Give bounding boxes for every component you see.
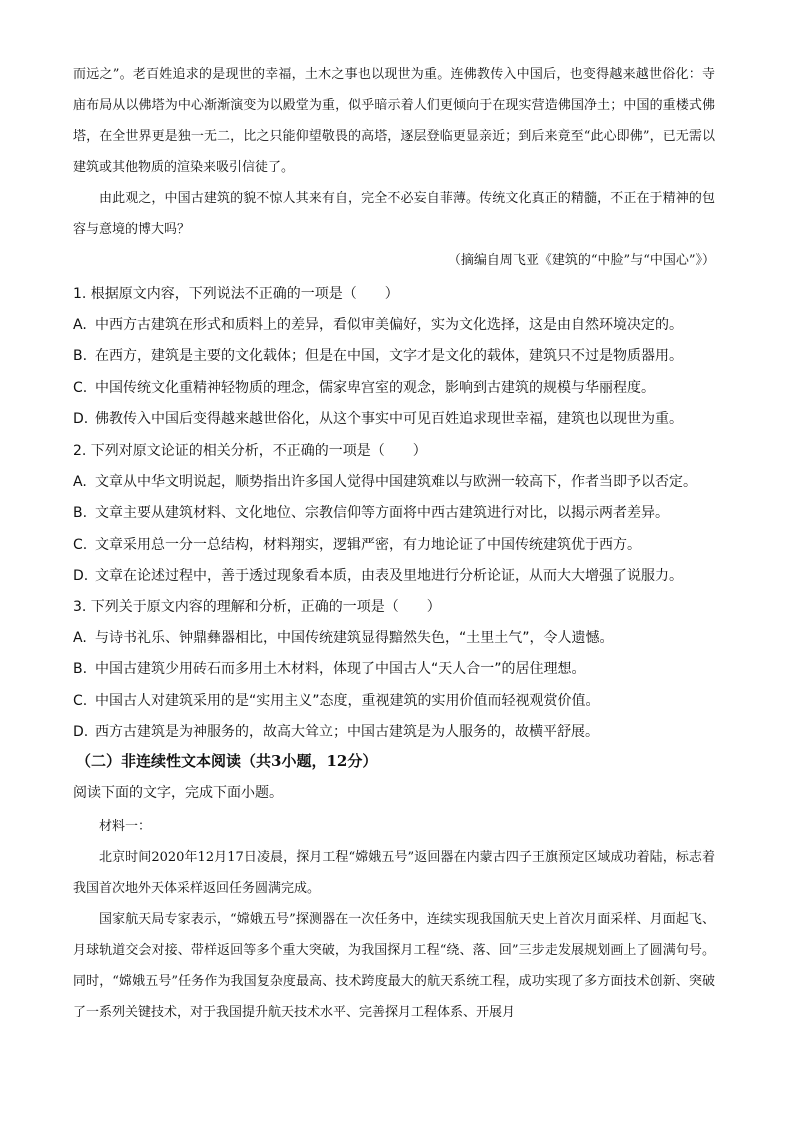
passage-1-paragraph: 由此观之，中国古建筑的貌不惊人其来有自，完全不必妄自菲薄。传统文化真正的精髓，不正在于精神的包容与意境的博大吗？ (73, 191, 715, 237)
section-heading: （二）非连续性文本阅读（共3小题，12分） (76, 752, 378, 770)
option-text: 中西方古建筑在形式和质料上的差异，看似审美偏好，实为文化选择，这是由自然环境决定的。 (95, 317, 683, 334)
question-1 (73, 279, 723, 435)
option-d[interactable] (73, 404, 723, 435)
option-letter: A. (73, 317, 87, 334)
option-text: 中国传统文化重精神轻物质的理念，儒家卑宫室的观念，影响到古建筑的规模与华丽程度。 (95, 379, 655, 396)
option-letter: B. (73, 348, 88, 365)
passage-2-paragraph: 北京时间2020年12月17日凌晨，探月工程“嫦娥五号”返回器在内蒙古四子王旗预定区域成功着陆，标志着我国首次地外天体采样返回任务圆满完成。 (73, 850, 715, 896)
option-text: 与诗书礼乐、钟鼎彝器相比，中国传统建筑显得黯然失色，“土里土气”，令人遗憾。 (95, 630, 614, 647)
option-letter: C. (73, 692, 88, 709)
option-text: 中国古建筑少用砖石而多用土木材料，体现了中国古人“天人合一”的居住理想。 (95, 661, 586, 678)
section-instruction: 阅读下面的文字，完成下面小题。 (73, 785, 283, 801)
option-a[interactable] (73, 467, 723, 498)
passage-2-paragraph: 国家航天局专家表示，“嫦娥五号”探测器在一次任务中，连续实现我国航天史上首次月面采样、月面起飞、月球轨道交会对接、带样返回等多个重大突破，为我国探月工程“绕、落、回”三步走发展规划画上了圆满句号。同时，“嫦娥五号”任务作为我国复杂度最高、技术跨度最大的航天系统工程，成功实现了多方面技术创新、突破了一系列关键技术，对于我国提升航天技术水平、完善探月工程体系、开展月 (73, 912, 715, 1020)
option-letter: B. (73, 661, 88, 678)
option-text: 佛教传入中国后变得越来越世俗化，从这个事实中可见百姓追求现世幸福，建筑也以现世为重。 (95, 410, 683, 427)
option-text: 文章主要从建筑材料、文化地位、宗教信仰等方面将中西古建筑进行对比，以揭示两者差异。 (95, 505, 669, 522)
option-letter: C. (73, 379, 88, 396)
option-text: 文章从中华文明说起，顺势指出许多国人觉得中国建筑难以与欧洲一较高下，作者当即予以否定。 (95, 474, 697, 491)
question-stem: 2. 下列对原文论证的相关分析，不正确的一项是（ ） (73, 443, 427, 459)
option-letter: D. (73, 410, 89, 427)
option-text: 西方古建筑是为神服务的，故高大耸立；中国古建筑是为人服务的，故横平舒展。 (95, 723, 599, 740)
passage-2 (73, 811, 715, 1028)
option-d[interactable] (73, 717, 723, 748)
option-c[interactable] (73, 686, 723, 717)
option-letter: A. (73, 630, 87, 647)
option-b[interactable] (73, 341, 723, 372)
option-letter: A. (73, 474, 87, 491)
option-b[interactable] (73, 654, 723, 685)
option-text: 中国古人对建筑采用的是“实用主义”态度，重视建筑的实用价值而轻视观赏价值。 (95, 692, 600, 709)
option-b[interactable] (73, 498, 723, 529)
option-c[interactable] (73, 530, 723, 561)
option-letter: D. (73, 567, 89, 584)
passage-1-paragraph: 而远之”。老百姓追求的是现世的幸福，土木之事也以现世为重。连佛教传入中国后，也变得越来越世俗化：寺庙布局从以佛塔为中心渐渐演变为以殿堂为重，似乎暗示着人们更倾向于在现实营造佛国净土；中国的重楼式佛塔，在全世界更是独一无二，比之只能仰望敬畏的高塔，逐层登临更显亲近；到后来竟至“此心即佛”，已无需以建筑或其他物质的渲染来吸引信徒了。 (73, 67, 715, 175)
option-letter: D. (73, 723, 89, 740)
question-2 (73, 436, 723, 592)
question-stem: 3. 下列关于原文内容的理解和分析，正确的一项是（ ） (73, 599, 441, 615)
option-d[interactable] (73, 561, 723, 592)
option-text: 文章在论述过程中，善于透过现象看本质，由表及里地进行分析论证，从而大大增强了说服力。 (95, 567, 683, 584)
question-stem: 1. 根据原文内容，下列说法不正确的一项是（ ） (73, 286, 399, 302)
option-letter: B. (73, 505, 88, 522)
passage-source: （摘编自周飞亚《建筑的“中脸”与“中国心”》） (447, 253, 715, 268)
option-text: 在西方，建筑是主要的文化载体；但是在中国，文字才是文化的载体，建筑只不过是物质器用。 (95, 348, 683, 365)
option-letter: C. (73, 536, 88, 553)
question-3 (73, 592, 723, 748)
option-a[interactable] (73, 310, 723, 341)
option-text: 文章采用总一分一总结构，材料翔实，逻辑严密，有力地论证了中国传统建筑优于西方。 (95, 536, 641, 553)
option-a[interactable] (73, 623, 723, 654)
material-label: 材料一： (99, 819, 152, 834)
option-c[interactable] (73, 373, 723, 404)
passage-1 (73, 59, 715, 276)
